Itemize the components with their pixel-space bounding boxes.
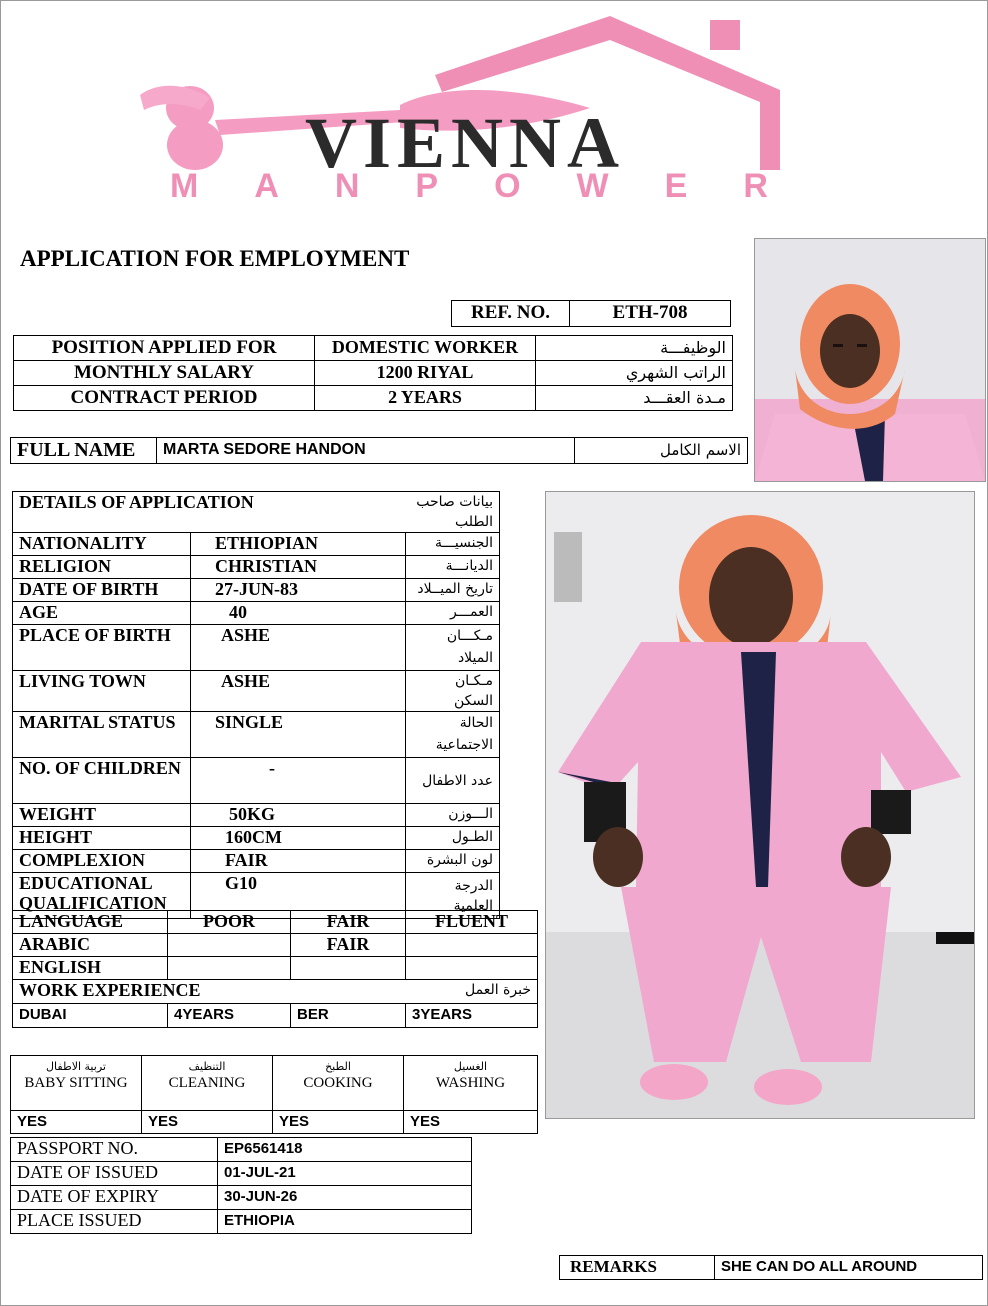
details-table	[12, 491, 500, 919]
work-experience-ar: خبرة العمل	[291, 980, 538, 1004]
detail-ar: مـكـان السكن	[406, 671, 500, 712]
detail-ar: مـكـــان الميلاد	[406, 625, 500, 671]
detail-value: 27-JUN-83	[191, 579, 406, 602]
skill-value: YES	[404, 1111, 538, 1134]
detail-label: MARITAL STATUS	[13, 712, 191, 758]
detail-ar: الطـول	[406, 827, 500, 850]
ref-table	[451, 300, 731, 327]
lang-poor	[168, 934, 291, 957]
portrait-photo	[754, 238, 986, 482]
lang-header-language: LANGUAGE	[13, 911, 168, 934]
details-header-ar: بيانات صاحب الطلب	[406, 492, 500, 533]
skill-cooking	[273, 1056, 404, 1111]
details-header: DETAILS OF APPLICATION	[13, 492, 406, 533]
skill-ar: الغسيل	[453, 1060, 488, 1073]
detail-ar: الجنسيـــة	[406, 533, 500, 556]
company-logo	[130, 10, 830, 210]
passport-label: PLACE ISSUED	[11, 1210, 218, 1234]
skills-table	[10, 1055, 538, 1134]
remarks-value: SHE CAN DO ALL AROUND	[715, 1256, 983, 1280]
logo-manpower: MANPOWER	[170, 167, 824, 205]
detail-ar: لون البشرة	[406, 850, 500, 873]
skill-ar: تربية الاطفال	[46, 1060, 106, 1073]
skill-value: YES	[11, 1111, 142, 1134]
skill-ar: التنظيف	[188, 1060, 226, 1073]
lang-header-fair: FAIR	[291, 911, 406, 934]
remarks-label: REMARKS	[560, 1256, 715, 1280]
detail-label: AGE	[13, 602, 191, 625]
detail-ar: عدد الاطفال	[406, 758, 500, 804]
detail-value: -	[191, 758, 406, 804]
detail-label: PLACE OF BIRTH	[13, 625, 191, 671]
detail-label: HEIGHT	[13, 827, 191, 850]
skill-en: WASHING	[435, 1075, 506, 1091]
lang-fluent	[406, 957, 538, 980]
full-name-value: MARTA SEDORE HANDON	[157, 438, 575, 464]
detail-ar: الحالة الاجتماعية	[406, 712, 500, 758]
full-body-photo	[545, 491, 975, 1119]
page-title: APPLICATION FOR EMPLOYMENT	[20, 246, 410, 271]
skill-cleaning	[142, 1056, 273, 1111]
skill-ar: الطبخ	[325, 1060, 351, 1073]
detail-value: G10	[191, 873, 406, 919]
detail-value: 160CM	[191, 827, 406, 850]
lang-fair	[291, 957, 406, 980]
full-name-ar: الاسم الكامل	[575, 438, 748, 464]
passport-value: ETHIOPIA	[218, 1210, 472, 1234]
skill-washing	[404, 1056, 538, 1111]
passport-value: EP6561418	[218, 1138, 472, 1162]
detail-label: EDUCATIONAL QUALIFICATION	[13, 873, 191, 919]
lang-poor	[168, 957, 291, 980]
work-country: DUBAI	[13, 1004, 168, 1028]
lang-name: ENGLISH	[13, 957, 168, 980]
detail-ar: تاريخ الميــلاد	[406, 579, 500, 602]
detail-value: SINGLE	[191, 712, 406, 758]
work-years: 4YEARS	[168, 1004, 291, 1028]
ref-label: REF. NO.	[452, 301, 570, 327]
detail-value: ASHE	[191, 671, 406, 712]
position-label: POSITION APPLIED FOR	[14, 336, 315, 361]
passport-value: 01-JUL-21	[218, 1162, 472, 1186]
work-country: BER	[291, 1004, 406, 1028]
detail-value: FAIR	[191, 850, 406, 873]
detail-ar: الـــوزن	[406, 804, 500, 827]
full-name-table	[10, 437, 748, 464]
skill-en: COOKING	[303, 1075, 373, 1091]
salary-ar: الراتب الشهري	[536, 361, 733, 386]
position-value: DOMESTIC WORKER	[315, 336, 536, 361]
contract-label: CONTRACT PERIOD	[14, 386, 315, 411]
full-name-label: FULL NAME	[11, 438, 157, 464]
detail-ar: الديانـــة	[406, 556, 500, 579]
detail-label: RELIGION	[13, 556, 191, 579]
position-table	[13, 335, 733, 411]
detail-ar: الدرجة العلمية	[406, 873, 500, 919]
passport-label: DATE OF EXPIRY	[11, 1186, 218, 1210]
work-experience-label: WORK EXPERIENCE	[13, 980, 291, 1004]
salary-value: 1200 RIYAL	[315, 361, 536, 386]
contract-ar: مـدة العقـــد	[536, 386, 733, 411]
passport-table	[10, 1137, 472, 1234]
contract-value: 2 YEARS	[315, 386, 536, 411]
position-ar: الوظيفـــة	[536, 336, 733, 361]
detail-value: 50KG	[191, 804, 406, 827]
logo-vienna: VIENNA	[305, 103, 626, 183]
detail-label: NATIONALITY	[13, 533, 191, 556]
skill-babysitting	[11, 1056, 142, 1111]
detail-ar: العمـــر	[406, 602, 500, 625]
skill-value: YES	[273, 1111, 404, 1134]
detail-label: NO. OF CHILDREN	[13, 758, 191, 804]
lang-header-poor: POOR	[168, 911, 291, 934]
skill-en: BABY SITTING	[24, 1075, 128, 1091]
lang-fair: FAIR	[291, 934, 406, 957]
work-years: 3YEARS	[406, 1004, 538, 1028]
detail-label: COMPLEXION	[13, 850, 191, 873]
lang-fluent	[406, 934, 538, 957]
lang-name: ARABIC	[13, 934, 168, 957]
detail-value: ETHIOPIAN	[191, 533, 406, 556]
detail-label: WEIGHT	[13, 804, 191, 827]
skill-en: CLEANING	[168, 1075, 246, 1091]
passport-label: PASSPORT NO.	[11, 1138, 218, 1162]
ref-value: ETH-708	[570, 301, 731, 327]
skill-value: YES	[142, 1111, 273, 1134]
lang-header-fluent: FLUENT	[406, 911, 538, 934]
language-table	[12, 910, 538, 1028]
detail-value: ASHE	[191, 625, 406, 671]
detail-label: LIVING TOWN	[13, 671, 191, 712]
detail-value: 40	[191, 602, 406, 625]
passport-value: 30-JUN-26	[218, 1186, 472, 1210]
salary-label: MONTHLY SALARY	[14, 361, 315, 386]
passport-label: DATE OF ISSUED	[11, 1162, 218, 1186]
remarks-table	[559, 1255, 983, 1280]
detail-value: CHRISTIAN	[191, 556, 406, 579]
detail-label: DATE OF BIRTH	[13, 579, 191, 602]
